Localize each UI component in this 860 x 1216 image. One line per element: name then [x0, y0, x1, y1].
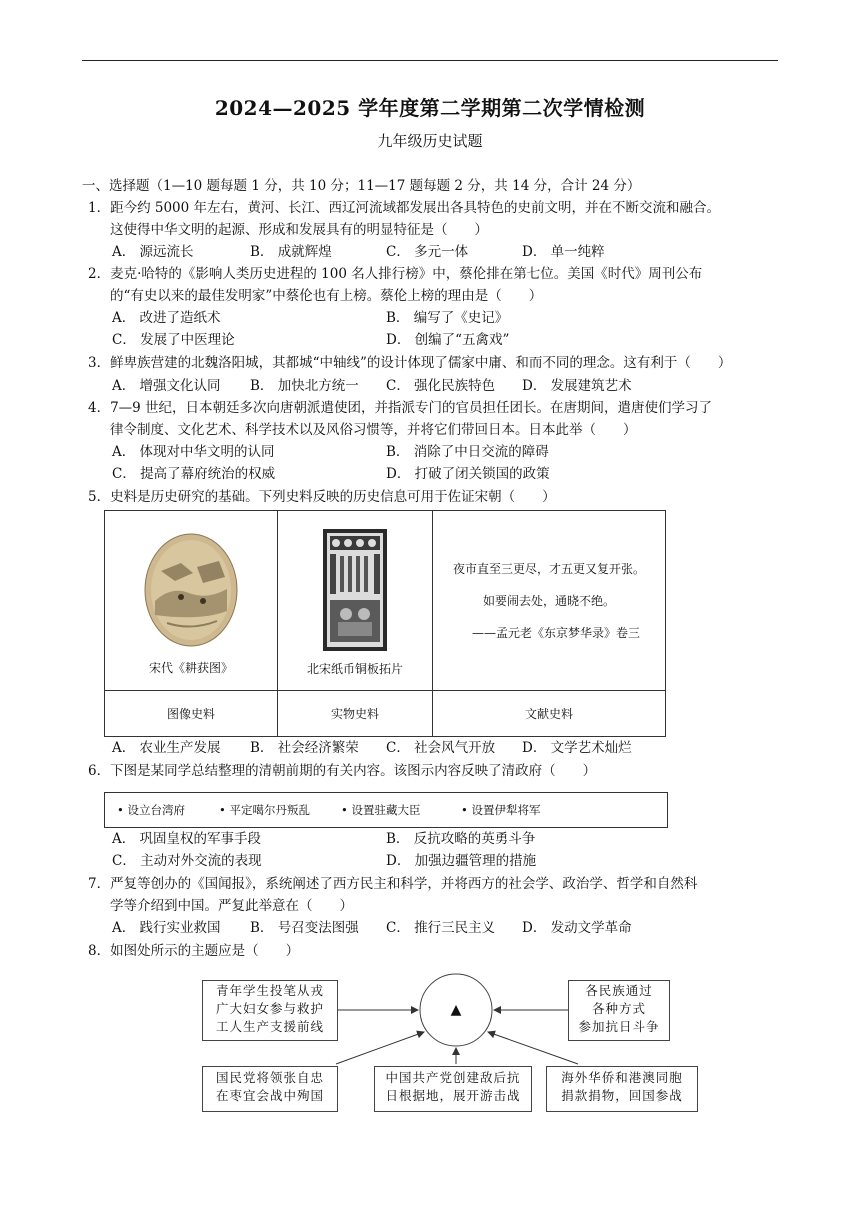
q5-image-caption-1: 宋代《耕获图》	[148, 661, 233, 675]
q7-option-b: B． 号召变法图强	[250, 920, 359, 936]
q2-option-b: B． 编写了《史记》	[386, 310, 509, 326]
q8-box-tl-line3: 工人生产支援前线	[215, 1019, 324, 1034]
q5-option-c: C． 社会风气开放	[386, 740, 496, 756]
q8-box-tr-line3: 参加抗日斗争	[578, 1019, 660, 1034]
section-heading: 一、选择题（1—10 题每题 1 分，共 10 分；11—17 题每题 2 分，共 14 分，合计 24 分）	[82, 178, 641, 194]
q4-option-c: C． 提高了幕府统治的权威	[112, 466, 276, 482]
q6-option-d: D． 加强边疆管理的措施	[386, 853, 537, 869]
q5-option-d: D． 文学艺术灿烂	[522, 740, 632, 756]
q5-type-2: 实物史料	[278, 691, 433, 737]
q1-option-a: A． 源远流长	[112, 244, 194, 260]
q8-center-symbol: ▲	[450, 1002, 462, 1018]
q4-option-b: B． 消除了中日交流的障碍	[386, 444, 549, 460]
q1-option-d: D． 单一纯粹	[522, 244, 605, 260]
q5-option-b: B． 社会经济繁荣	[250, 740, 359, 756]
q7-option-c: C． 推行三民主义	[386, 920, 496, 936]
q4-stem-line2: 律令制度、文化艺术、科学技术以及风俗习惯等，并将它们带回日本。日本此举（ ）	[110, 422, 637, 438]
q1-stem-line2: 这使得中华文明的起源、形成和发展具有的明显特征是（ ）	[110, 222, 488, 238]
q6-option-b: B． 反抗攻略的英勇斗争	[386, 831, 536, 847]
q8-box-bottom-middle	[374, 1066, 532, 1112]
q2-stem-line1: 2．麦克·哈特的《影响人类历史进程的 100 名人排行榜》中，蔡伦排在第七位。美国《时代》周刊公布	[88, 266, 703, 282]
q1-option-b: B． 成就辉煌	[250, 244, 332, 260]
q7-stem-line1: 7．严复等创办的《国闻报》，系统阐述了西方民主和科学，并将西方的社会学、政治学、哲学和自然科	[88, 876, 698, 892]
q7-stem-line2: 学等介绍到中国。严复此举意在（ ）	[110, 898, 353, 914]
q4-option-d: D． 打破了闭关锁国的政策	[386, 466, 550, 482]
q8-box-tl-line1: 青年学生投笔从戎	[215, 983, 324, 998]
q2-option-a: A． 改进了造纸术	[112, 310, 221, 326]
q8-box-top-left	[202, 980, 338, 1041]
q8-box-bm-line2: 日根据地，展开游击战	[385, 1088, 521, 1103]
q8-box-tr-line1: 各民族通过	[585, 983, 653, 998]
q8-box-bl-line2: 在枣宜会战中殉国	[215, 1088, 324, 1103]
q5-type-3: 文献史料	[433, 691, 666, 737]
q3-option-d: D． 发展建筑艺术	[522, 378, 632, 394]
q5-option-a: A． 农业生产发展	[112, 740, 221, 756]
q5-quote-source: ——孟元老《东京梦华录》卷三	[471, 625, 640, 640]
q5-quote-line1: 夜市直至三更尽，才五更又复开张。	[452, 561, 645, 576]
q3-option-c: C． 强化民族特色	[386, 378, 496, 394]
q5-image-caption-2: 北宋纸币铜板拓片	[306, 662, 403, 676]
q5-stem: 5．史料是历史研究的基础。下列史料反映的历史信息可用于佐证宋朝（ ）	[88, 489, 556, 505]
exam-title: 2024—2025 学年度第二学期第二次学情检测	[214, 96, 646, 120]
q6-option-a: A． 巩固皇权的军事手段	[112, 831, 262, 847]
q3-option-a: A． 增强文化认同	[112, 378, 221, 394]
q8-box-bottom-left	[202, 1066, 338, 1112]
q4-stem-line1: 4．7—9 世纪，日本朝廷多次向唐朝派遣使团，并指派专门的官员担任团长。在唐期间，遣唐使们学习了	[88, 400, 713, 416]
q2-option-c: C． 发展了中医理论	[112, 332, 235, 348]
q8-box-top-right	[568, 980, 670, 1041]
q8-box-bottom-right	[546, 1066, 698, 1112]
q5-type-1: 图像史料	[105, 691, 278, 737]
q5-quote-line2: 如要闹去处，通晓不绝。	[482, 593, 615, 608]
q1-stem-line1: 1．距今约 5000 年左右，黄河、长江、西辽河流域都发展出各具特色的史前文明，并在不断交流和融合。	[88, 200, 721, 216]
q4-option-a: A． 体现对中华文明的认同	[112, 444, 275, 460]
q8-box-tl-line2: 广大妇女参与救护	[215, 1001, 324, 1016]
q8-box-br-line1: 海外华侨和港澳同胞	[561, 1070, 683, 1085]
q8-box-bm-line1: 中国共产党创建敌后抗	[385, 1070, 521, 1085]
q6-option-c: C． 主动对外交流的表现	[112, 853, 262, 869]
exam-subtitle: 九年级历史试题	[377, 132, 483, 150]
q7-option-d: D． 发动文学革命	[522, 920, 632, 936]
q6-item-3: • 设置驻藏大臣	[341, 803, 421, 817]
q8-box-br-line2: 捐款捐物，回国参战	[561, 1088, 683, 1103]
q6-item-1: • 设立台湾府	[117, 803, 185, 817]
q2-stem-line2: 的“有史以来的最佳发明家”中蔡伦也有上榜。蔡伦上榜的理由是（ ）	[110, 288, 543, 304]
q3-stem: 3．鲜卑族营建的北魏洛阳城，其都城“中轴线”的设计体现了儒家中庸、和而不同的理念。这有利于（ ）	[88, 355, 732, 371]
q7-option-a: A． 践行实业救国	[112, 920, 221, 936]
q3-option-b: B． 加快北方统一	[250, 378, 359, 394]
q1-option-c: C． 多元一体	[386, 244, 469, 260]
q6-stem: 6．下图是某同学总结整理的清朝前期的有关内容。该图示内容反映了清政府（ ）	[88, 763, 597, 779]
q6-item-2: • 平定噶尔丹叛乱	[219, 803, 310, 817]
q8-box-bl-line1: 国民党将领张自忠	[215, 1070, 324, 1085]
q8-stem: 8．如图处所示的主题应是（ ）	[88, 943, 300, 959]
q8-box-tr-line2: 各种方式	[591, 1001, 646, 1016]
q2-option-d: D． 创编了“五禽戏”	[386, 332, 510, 348]
q6-item-4: • 设置伊犁将军	[461, 803, 541, 817]
